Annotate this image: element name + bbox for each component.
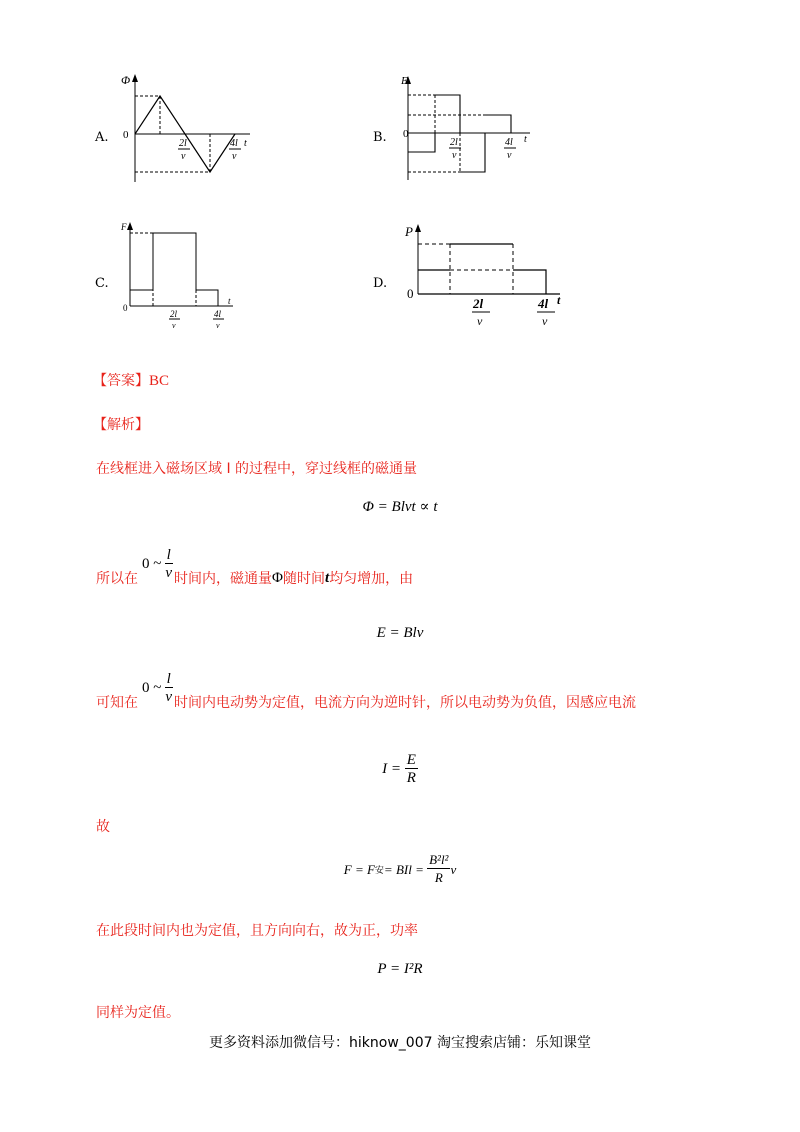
equation-flux: Φ = Blvt ∝ t	[362, 499, 438, 515]
graph-c-t: t	[228, 296, 231, 306]
graph-b-origin: 0	[403, 128, 409, 140]
graph-d-origin: 0	[407, 286, 414, 301]
option-a-label: A.	[95, 130, 109, 145]
analysis-line1: 在线框进入磁场区域 I 的过程中，穿过线框的磁通量	[96, 461, 418, 477]
graph-d-power	[400, 222, 570, 332]
svg-text:v: v	[216, 321, 220, 330]
graph-c-force	[118, 220, 238, 332]
svg-text:v: v	[477, 314, 483, 328]
equation-current: I = $\frac{E}{R}$	[382, 752, 416, 786]
graph-b-tick2: 4l	[505, 137, 513, 148]
equation-power: P = I²R	[377, 961, 423, 977]
svg-text:v: v	[507, 150, 512, 161]
range-start: 0 ~	[142, 555, 162, 572]
graph-d-tick1: 2l	[473, 296, 484, 311]
graph-c-tick2: 4l	[214, 309, 222, 319]
svg-text:v: v	[181, 151, 186, 162]
graph-b-tick1: 2l	[450, 137, 458, 148]
analysis-line4: 故	[96, 819, 110, 835]
analysis-label: 【解析】	[93, 417, 149, 433]
svg-text:v: v	[452, 150, 457, 161]
analysis-line6: 同样为定值。	[96, 1005, 180, 1021]
graph-b-emf	[395, 72, 535, 182]
svg-text:v: v	[172, 321, 176, 330]
graph-c-tick1: 2l	[170, 309, 178, 319]
graph-b-ylabel: E	[401, 75, 408, 87]
option-c-label: C.	[95, 276, 109, 291]
svg-text:v: v	[542, 314, 548, 328]
range-fraction: $\frac{l}{v}$	[165, 546, 173, 581]
graph-d-tick2: 4l	[538, 296, 549, 311]
graph-d-t: t	[557, 293, 561, 307]
graph-a-t: t	[244, 138, 247, 149]
graph-c-origin: 0	[123, 303, 128, 313]
range-fraction-2: $\frac{l}{v}$	[165, 670, 173, 705]
graph-d-ylabel: P	[405, 224, 413, 239]
answer-line	[93, 370, 169, 390]
svg-text:v: v	[232, 151, 237, 162]
graph-c-ylabel: F	[121, 222, 127, 232]
analysis-line3: 可知在 0 ~ $\frac{l}{v}$ 时间内电动势为定值，电流方向为逆时针，所以电动势为负值，因感应电流	[96, 670, 637, 711]
option-b-label: B.	[373, 130, 387, 145]
option-d-label: D.	[373, 276, 388, 291]
equation-emf: E = Blv	[376, 625, 424, 641]
graph-a-ylabel: Φ	[121, 73, 131, 87]
equation-force: F = F 安 = BIl = $\frac{\text{B²l²}}{R}$ v	[343, 852, 457, 885]
footer-text: 更多资料添加微信号：hiknow_007 淘宝搜索店铺：乐知课堂	[209, 1035, 591, 1051]
graph-a-flux	[115, 70, 255, 185]
graph-a-tick1: 2l	[179, 138, 187, 149]
graph-a-origin: 0	[123, 129, 129, 141]
answer-value: BC	[149, 373, 170, 389]
answer-label: 【答案】	[93, 373, 149, 389]
analysis-line5: 在此段时间内也为定值，且方向向右，故为正，功率	[96, 923, 418, 939]
graph-b-t: t	[524, 134, 527, 145]
graph-a-tick2: 4l	[230, 138, 238, 149]
analysis-line2: 所以在 0 ~ $\frac{l}{v}$ 时间内，磁通量 Φ 随时间 t 均匀增加，由	[96, 546, 414, 587]
